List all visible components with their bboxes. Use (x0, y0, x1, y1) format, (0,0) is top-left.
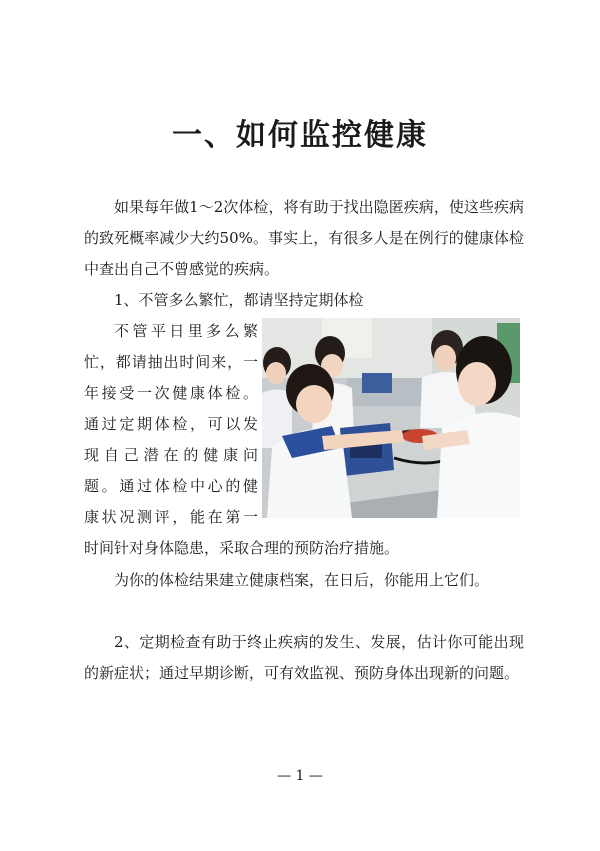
wrapped-line: 题。通过体检中心的健 (84, 477, 258, 495)
intro-paragraph: 如果每年做1～2次体检，将有助于找出隐匿疾病，使这些疾病的致死概率减少大约50%。事实上，有很多人是在例行的健康体检中查出自己不曾感觉的疾病。 (84, 198, 524, 278)
wrapped-line: 康状况测评，能在第一 (84, 508, 258, 526)
page-number: — 1 — (277, 768, 323, 784)
wrapped-line: 年接受一次健康体检。 (84, 384, 258, 402)
wrapped-line: 通过定期体检，可以发 (84, 415, 258, 433)
wrapped-line: 忙，都请抽出时间来，一 (84, 353, 258, 371)
page-title: 一、如何监控健康 (172, 118, 428, 153)
paragraph-archive: 为你的体检结果建立健康档案，在日后，你能用上它们。 (114, 571, 490, 589)
health-check-photo (262, 318, 520, 518)
section-heading-1: 1、不管多么繁忙，都请坚持定期体检 (114, 291, 364, 309)
wrapped-line: 现自己潜在的健康问 (84, 446, 258, 464)
paragraph-regular-check: 2、定期检查有助于终止疾病的发生、发展，估计你可能出现的新症状；通过早期诊断，可有效监视、预防身体出现新的问题。 (84, 633, 524, 682)
wrapped-line: 不管平日里多么繁 (114, 322, 258, 340)
wrapped-line-tail: 时间针对身体隐患，采取合理的预防治疗措施。 (84, 539, 400, 557)
